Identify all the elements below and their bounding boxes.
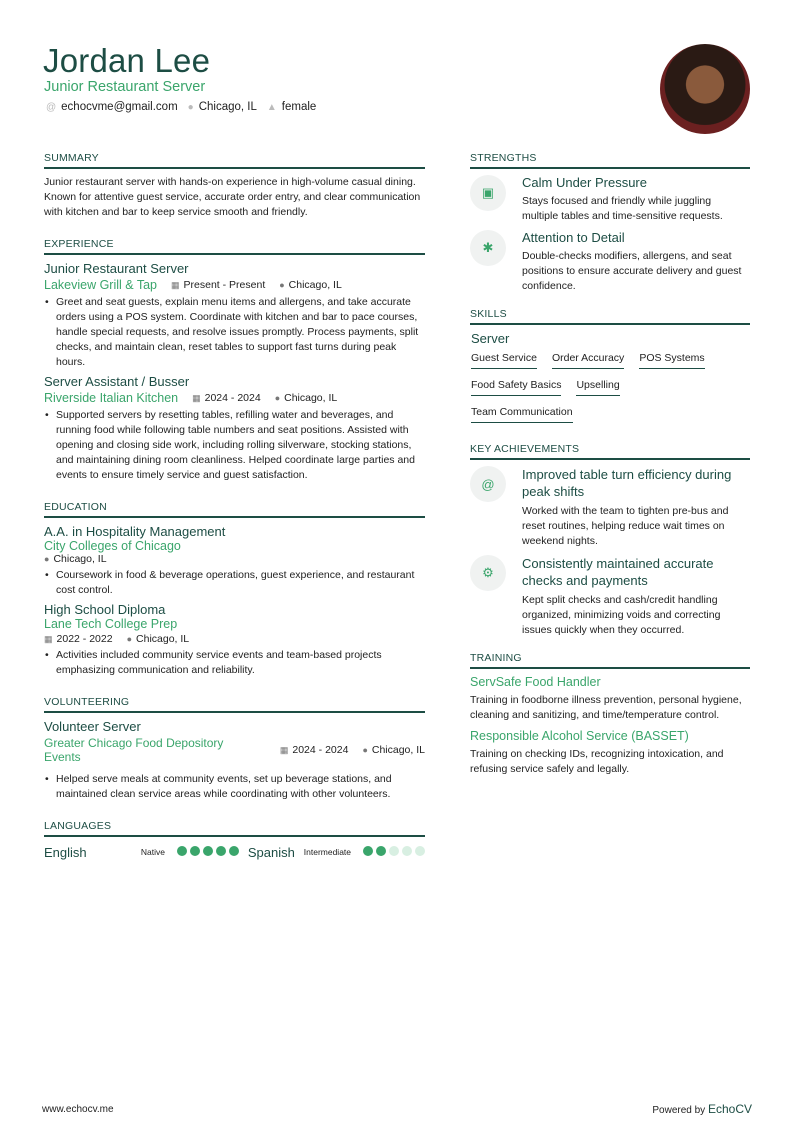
location: Chicago, IL	[53, 553, 107, 565]
at-icon: @	[470, 466, 506, 502]
footer-website[interactable]: www.echocv.me	[42, 1104, 114, 1115]
achievement-item	[470, 466, 750, 549]
training-text: Training in foodborne illness prevention, personal hygiene, cleaning and sanitizing, and time/temperature control.	[470, 694, 742, 721]
skills-list	[470, 348, 750, 429]
school: City Colleges of Chicago	[44, 539, 181, 553]
training-text: Training on checking IDs, recognizing intoxication, and refusing service safely and legally.	[470, 748, 724, 775]
at-icon: @	[46, 102, 57, 113]
calendar-icon: ▦	[171, 280, 180, 290]
training-title: ServSafe Food Handler	[470, 675, 601, 689]
bullet: • Helped serve meals at community events, set up beverage stations, and maintained clean service areas while coordinating with other volunteers.	[44, 772, 425, 802]
location: Chicago, IL	[198, 101, 257, 113]
left-column	[44, 152, 425, 861]
skill-tag: Guest Service	[471, 349, 537, 369]
languages-list	[44, 843, 425, 861]
training-title: Responsible Alcohol Service (BASSET)	[470, 729, 689, 743]
summary-text: Junior restaurant server with hands-on experience in high-volume casual dining. Known for attentive guest service, accurate order entry, and clear communication with kitchen and bar to keep service smooth and friendly.	[44, 176, 421, 218]
proficiency-dot	[415, 846, 425, 856]
strength-item	[470, 175, 750, 224]
achievement-item	[470, 555, 750, 638]
calendar-icon: ▦	[279, 745, 289, 755]
gear-icon: ⚙	[470, 555, 506, 591]
strength-text: Stays focused and friendly while juggling multiple tables and time-sensitive requests.	[522, 195, 723, 222]
company: Riverside Italian Kitchen	[44, 391, 179, 405]
dates: Present - Present	[183, 279, 266, 291]
powered-by: Powered by	[652, 1105, 706, 1116]
achievement-text: Worked with the team to tighten pre-bus and reset routines, helping reduce wait times on weekend nights.	[522, 505, 729, 547]
dates: 2022 - 2022	[56, 633, 113, 645]
contact-info	[46, 101, 316, 113]
strength-text: Double-checks modifiers, allergens, and seat positions to ensure accurate delivery and guest confidence.	[522, 250, 742, 292]
proficiency-dot	[203, 846, 213, 856]
bullet: • Supported servers by resetting tables, refilling water and beverages, and running food while following table numbers and seat positions. Assisted with opening and closing side work, including rolling silverware, stocking stations, and maintaining dining room cleanliness. Helped coordinate large parties and events to ensure timely service and guest satisfaction.	[44, 408, 425, 483]
brand-logo: EchoCV	[707, 1102, 752, 1116]
right-column	[470, 152, 750, 777]
training-heading: TRAINING	[470, 652, 750, 669]
proficiency-dot	[229, 846, 239, 856]
degree: High School Diploma	[44, 602, 166, 617]
skill-tag: Food Safety Basics	[471, 376, 561, 396]
skill-tag: Team Communication	[471, 403, 573, 423]
calendar-icon: ▦	[44, 634, 53, 644]
job-title: Junior Restaurant Server	[44, 261, 189, 276]
education-item	[44, 602, 425, 678]
gender: female	[281, 101, 317, 113]
language-name: English	[44, 844, 87, 860]
location: Chicago, IL	[371, 744, 425, 756]
location-pin-icon: ●	[44, 554, 50, 564]
proficiency-dot	[216, 846, 226, 856]
calendar-icon: ▦	[192, 393, 201, 403]
job-title: Server Assistant / Busser	[44, 374, 190, 389]
strength-title: Calm Under Pressure	[522, 175, 647, 190]
skill-tag: Order Accuracy	[552, 349, 624, 369]
location: Chicago, IL	[136, 633, 190, 645]
language-name: Spanish	[247, 844, 295, 860]
achievement-title: Improved table turn efficiency during peak shifts	[522, 467, 732, 499]
proficiency-dot	[389, 846, 399, 856]
education-heading: EDUCATION	[44, 501, 425, 518]
language-level: Native	[140, 847, 166, 857]
candidate-name: Jordan Lee	[43, 42, 211, 79]
job-title: Junior Restaurant Server	[44, 79, 206, 95]
proficiency-dot	[363, 846, 373, 856]
achievement-text: Kept split checks and cash/credit handling organized, minimizing voids and correcting issues quickly when they occurred.	[522, 594, 721, 636]
bug-icon: ✱	[470, 230, 506, 266]
location-pin-icon: ●	[126, 634, 133, 644]
proficiency-dot	[177, 846, 187, 856]
experience-item	[44, 374, 425, 483]
location-pin-icon: ●	[274, 393, 281, 403]
proficiency-dot	[376, 846, 386, 856]
proficiency-dot	[402, 846, 412, 856]
clipboard-check-icon: ▣	[470, 175, 506, 211]
summary-heading: SUMMARY	[44, 152, 425, 169]
strength-title: Attention to Detail	[522, 230, 625, 245]
education-item	[44, 524, 425, 598]
location-pin-icon: ●	[187, 102, 194, 113]
location: Chicago, IL	[288, 279, 342, 291]
skill-tag: POS Systems	[639, 349, 704, 369]
location-pin-icon: ●	[362, 745, 368, 755]
location-pin-icon: ●	[279, 280, 285, 290]
location: Chicago, IL	[284, 392, 338, 404]
bullet: • Greet and seat guests, explain menu items and allergens, and take accurate orders using a POS system. Coordinate with kitchen and bar to pace courses, handle special requests, and resolve issues promptly. Process payments, split checks, and maintain clean, reset tables to support fast turns during peak hours.	[44, 295, 425, 370]
bullet: • Coursework in food & beverage operations, guest experience, and restaurant cost control.	[44, 568, 425, 598]
skill-tag: Upselling	[576, 376, 619, 396]
proficiency-dots	[174, 843, 239, 861]
degree: A.A. in Hospitality Management	[44, 524, 226, 539]
user-icon: ▲	[266, 102, 277, 113]
dates: 2024 - 2024	[292, 744, 349, 756]
profile-photo	[660, 44, 750, 134]
footer-powered	[652, 1102, 752, 1116]
strength-item	[470, 230, 750, 294]
bullet: • Activities included community service events and team-based projects emphasizing communication and reliability.	[44, 648, 425, 678]
achievement-title: Consistently maintained accurate checks and payments	[522, 556, 714, 588]
strengths-heading: STRENGTHS	[470, 152, 750, 169]
volunteering-heading: VOLUNTEERING	[44, 696, 425, 713]
email[interactable]: echocvme@gmail.com	[61, 101, 178, 113]
achievements-heading: KEY ACHIEVEMENTS	[470, 443, 750, 460]
school: Lane Tech College Prep	[44, 617, 178, 631]
company: Lakeview Grill & Tap	[44, 278, 158, 292]
volunteer-title: Volunteer Server	[44, 719, 141, 734]
language-level: Intermediate	[303, 847, 352, 857]
languages-heading: LANGUAGES	[44, 820, 425, 837]
experience-item	[44, 261, 425, 370]
organization: Greater Chicago Food Depository Events	[44, 736, 224, 764]
experience-heading: EXPERIENCE	[44, 238, 425, 255]
proficiency-dot	[190, 846, 200, 856]
volunteering-item	[44, 719, 425, 802]
proficiency-dots	[360, 843, 425, 861]
skills-heading: SKILLS	[470, 308, 750, 325]
skill-group: Server	[471, 331, 510, 346]
dates: 2024 - 2024	[204, 392, 261, 404]
